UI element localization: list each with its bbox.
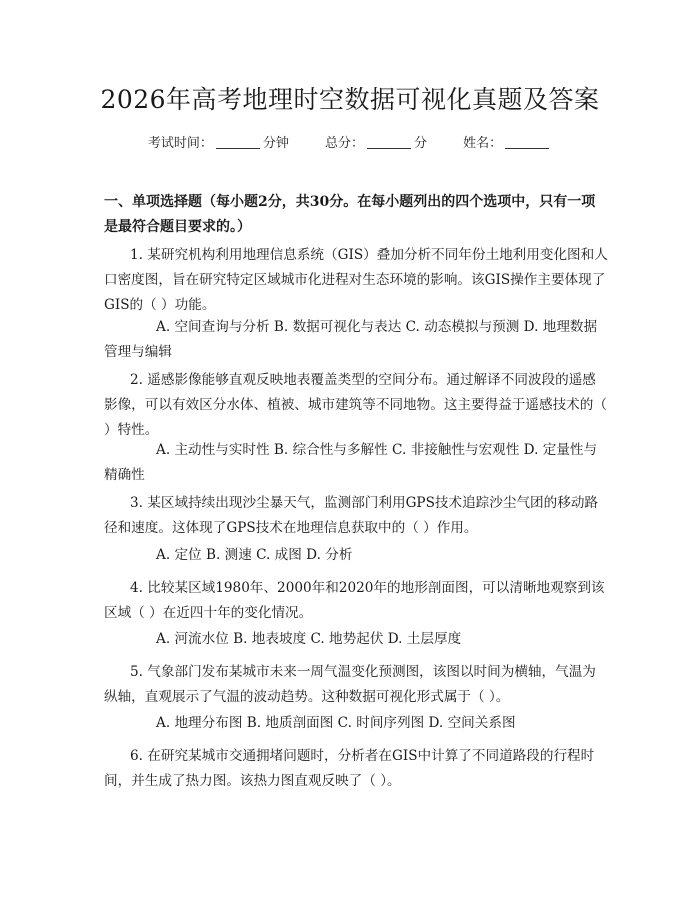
time-label: 考试时间： <box>147 136 213 151</box>
score-label: 总分： <box>324 136 364 151</box>
question-4-options: A. 河流水位 B. 地表坡度 C. 地势起伏 D. 土层厚度 <box>156 631 462 647</box>
question-4-stem: 4. 比较某区域1980年、2000年和2020年的地形剖面图，可以清晰地观察到该区域（ ）在近四十年的变化情况。 <box>104 580 605 621</box>
time-unit: 分钟 <box>262 136 289 151</box>
time-blank[interactable] <box>216 147 260 149</box>
score-blank[interactable] <box>367 147 411 149</box>
question-1-stem: 1. 某研究机构利用地理信息系统（GIS）叠加分析不同年份土地利用变化图和人口密度图，旨在研究特定区域城市化进程对生态环境的影响。该GIS操作主要体现了GIS的（ ）功能。 <box>104 247 608 313</box>
name-blank[interactable] <box>505 147 549 149</box>
question-2-stem: 2. 遥感影像能够直观反映地表覆盖类型的空间分布。通过解译不同波段的遥感影像，可以有效区分水体、植被、城市建筑等不同地物。这主要得益于遥感技术的（ ）特性。 <box>104 372 607 438</box>
name-field <box>463 136 552 151</box>
page-title: 2026年高考地理时空数据可视化真题及答案 <box>100 85 600 114</box>
question-1-options: A. 空间查询与分析 B. 数据可视化与表达 C. 动态模拟与预测 D. 地理数据管理与编辑 <box>104 319 598 360</box>
question-3-stem: 3. 某区域持续出现沙尘暴天气，监测部门利用GPS技术追踪沙尘气团的移动路径和速度。这体现了GPS技术在地理信息获取中的（ ）作用。 <box>104 495 599 536</box>
question-6-stem: 6. 在研究某城市交通拥堵问题时，分析者在GIS中计算了不同道路段的行程时间，并生成了热力图。该热力图直观反映了（ ）。 <box>104 748 595 789</box>
question-5-options: A. 地理分布图 B. 地质剖面图 C. 时间序列图 D. 空间关系图 <box>156 715 516 731</box>
exam-meta <box>0 132 700 151</box>
question-2-options: A. 主动性与实时性 B. 综合性与多解性 C. 非接触性与宏观性 D. 定量性与精确性 <box>104 442 598 483</box>
question-5-stem: 5. 气象部门发布某城市未来一周气温变化预测图，该图以时间为横轴，气温为纵轴，直观展示了气温的波动趋势。这种数据可视化形式属于（ ）。 <box>104 664 596 705</box>
score-unit: 分 <box>414 136 428 151</box>
question-3-options: A. 定位 B. 测速 C. 成图 D. 分析 <box>156 547 353 563</box>
section-heading: 一、单项选择题（每小题2分，共30分。在每小题列出的四个选项中，只有一项是最符合题目要求的。） <box>104 194 596 235</box>
time-field <box>148 136 289 151</box>
name-label: 姓名： <box>463 136 503 151</box>
score-field <box>325 136 427 151</box>
